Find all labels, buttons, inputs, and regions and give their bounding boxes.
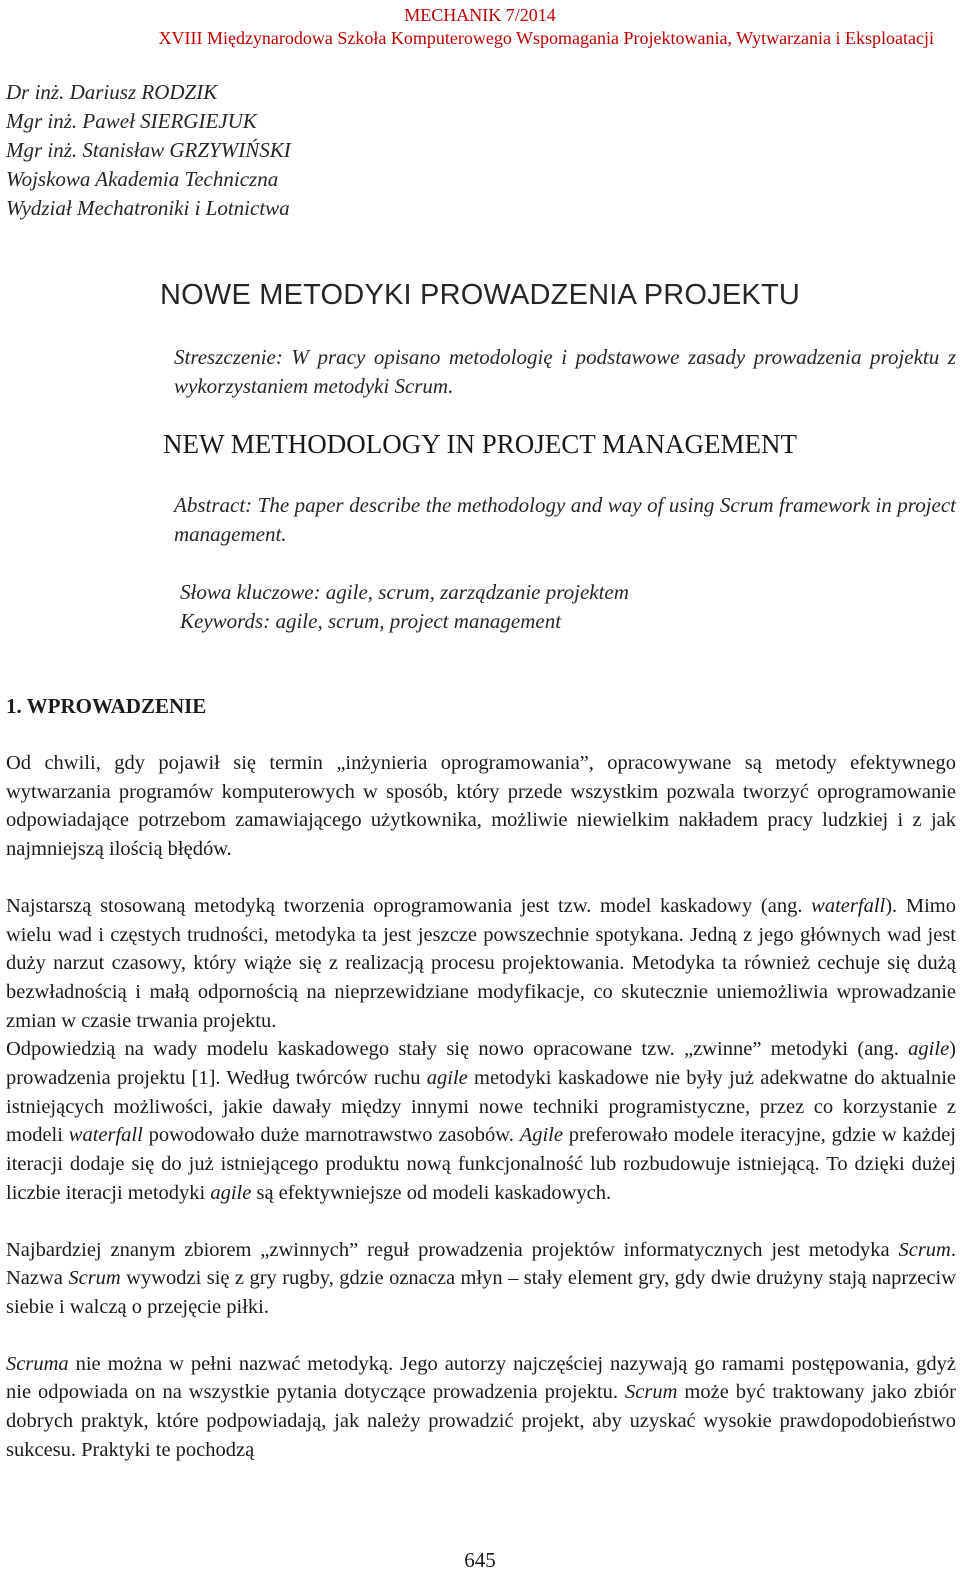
keywords-pl: Słowa kluczowe: agile, scrum, zarządzanie projektem <box>180 580 629 604</box>
author-block <box>6 78 291 223</box>
keywords-en: Keywords: agile, scrum, project management <box>180 609 562 633</box>
abstract-en: Abstract: The paper describe the methodology and way of using Scrum framework in project management. <box>174 493 956 546</box>
body-text <box>6 749 956 1464</box>
conference-name: XVIII Międzynarodowa Szkoła Komputerowego Wspomagania Projektowania, Wytwarzania i Eksploatacji <box>158 28 934 48</box>
journal-issue: MECHANIK 7/2014 <box>404 5 556 25</box>
paragraph-4: Najbardziej znanym zbiorem „zwinnych” reguł prowadzenia projektów informatycznych jest metodyka Scrum. Nazwa Scrum wywodzi się z gry rugby, gdzie oznacza młyn – stały element gry, gdy dwie drużyny stają naprzeciw siebie i walczą o przejęcie piłki. <box>6 1238 957 1318</box>
abstract-pl: Streszczenie: W pracy opisano metodologię i podstawowe zasady prowadzenia projektu z wykorzystaniem metodyki Scrum. <box>174 345 956 398</box>
keywords-block <box>180 578 629 636</box>
paper-title-en: NEW METHODOLOGY IN PROJECT MANAGEMENT <box>163 429 797 459</box>
section-heading: 1. WPROWADZENIE <box>6 694 207 718</box>
author-line: Mgr inż. Paweł SIERGIEJUK <box>6 109 257 133</box>
paper-title-pl: NOWE METODYKI PROWADZENIA PROJEKTU <box>159 279 801 311</box>
affiliation-line: Wojskowa Akademia Techniczna <box>6 167 279 191</box>
author-line: Dr inż. Dariusz RODZIK <box>6 80 218 104</box>
paragraph-5: Scruma nie można w pełni nazwać metodyką. Jego autorzy najczęściej nazywają go ramami postępowania, gdyż nie odpowiada on na wszystkie pytania dotyczące prowadzenia projektu. Scrum może być traktowany jako zbiór dobrych praktyk, które podpowiadają, jak należy prowadzić projekt, aby uzyskać wysokie prawdopodobieństwo sukcesu. Praktyki te pochodzą <box>6 1352 956 1461</box>
author-line: Mgr inż. Stanisław GRZYWIŃSKI <box>6 138 291 162</box>
paragraph-2: Najstarszą stosowaną metodyką tworzenia oprogramowania jest tzw. model kaskadowy (ang. waterfall). Mimo wielu wad i częstych trudności, metodyka ta jest jeszcze powszechnie spotykana. Jedną z jego głównych wad jest duży narzut czasowy, który wiąże się z realizacją procesu projektowania. Metodyka ta również cechuje się dużą bezwładnością i małą odpornością na nieprzewidziane modyfikacje, co skutecznie uniemożliwia wprowadzanie zmian w czasie trwania projektu. <box>6 894 956 1032</box>
page-header <box>0 4 960 50</box>
paragraph-3: Odpowiedzią na wady modelu kaskadowego stały się nowo opracowane tzw. „zwinne” metodyki (ang. agile) prowadzenia projektu [1]. Według twórców ruchu agile metodyki kaskadowe nie były już adekwatne do aktualnie istniejących możliwości, jakie dawały między innymi nowe techniki programistyczne, przez co korzystanie z modeli waterfall powodowało duże marnotrawstwo zasobów. Agile preferowało modele iteracyjne, gdzie w każdej iteracji dodaje się do już istniejącego produktu nową funkcjonalność lub rozbudowuje istniejącą. To dzięki dużej liczbie iteracji metodyki agile są efektywniejsze od modeli kaskadowych. <box>6 1038 957 1204</box>
page-number: 645 <box>464 1548 496 1572</box>
paragraph-1: Od chwili, gdy pojawił się termin „inżynieria oprogramowania”, opracowywane są metody efektywnego wytwarzania programów komputerowych w sposób, który przede wszystkim pozwala tworzyć oprogramowanie odpowiadające potrzebom zamawiającego użytkownika, możliwie niewielkim nakładem pracy ludzkiej i z jak najmniejszą ilością błędów. <box>6 752 956 861</box>
affiliation-line: Wydział Mechatroniki i Lotnictwa <box>6 196 290 220</box>
